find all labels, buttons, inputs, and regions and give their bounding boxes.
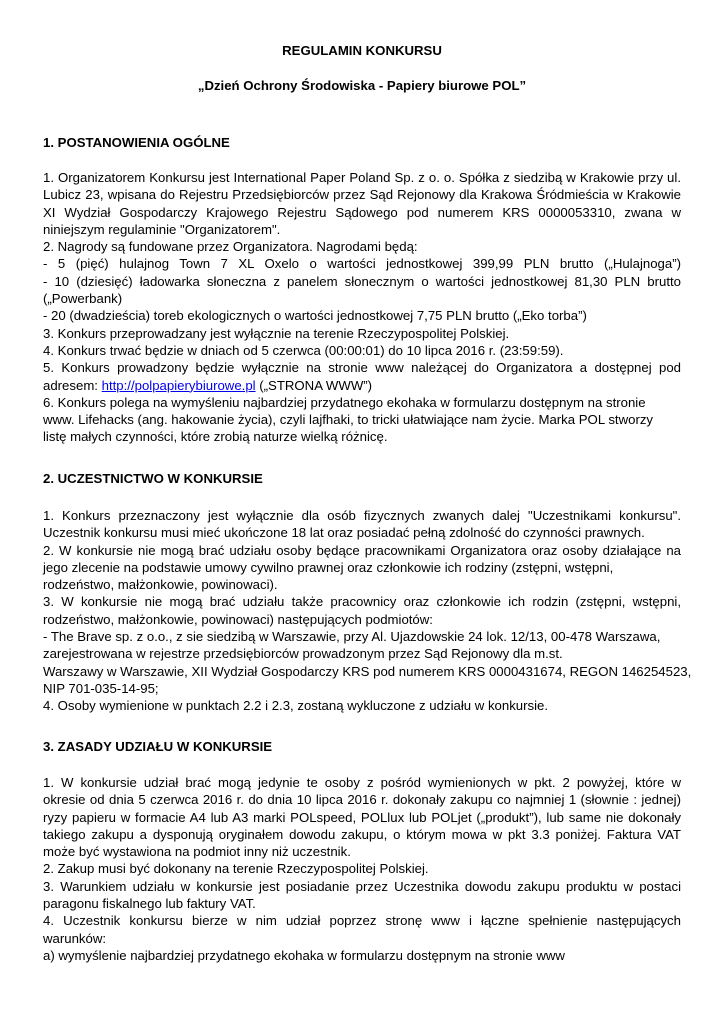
paragraph-line: niniejszym regulaminie "Organizatorem". xyxy=(43,221,281,237)
document-title: REGULAMIN KONKURSU xyxy=(282,43,442,58)
paragraph-line: rodzeństwo, małżonkowie, powinowaci). xyxy=(43,577,278,593)
paragraph-line: - 20 (dwadzieścia) toreb ekologicznych o wartości jednostkowej 7,75 PLN brutto („Eko torba”) xyxy=(43,308,587,324)
address-label: adresem: xyxy=(43,377,102,393)
paragraph-line: 4. Konkurs trwać będzie w dniach od 5 czerwca (00:00:01) do 10 lipca 2016 r. (23:59:59). xyxy=(43,342,564,358)
website-alias: („STRONA WWW”) xyxy=(255,377,373,393)
paragraph-line: 1. Konkurs przeznaczony jest wyłącznie dla osób fizycznych zwanych dalej "Uczestnikami konkursu". xyxy=(43,508,681,523)
paragraph-line: ryzy papieru w formacie A4 lub A3 marki POLspeed, POLlux lub POLjet („produkt”), lub same nie dokonały xyxy=(43,809,681,825)
paragraph-line: Warszawy w Warszawie, XII Wydział Gospodarczy KRS pod numerem KRS 0000431674, REGON 146254523, xyxy=(43,663,692,679)
paragraph-line: Uczestnik konkursu musi mieć ukończone 18 lat oraz posiadać pełną zdolność do czynności prawnych. xyxy=(43,525,645,541)
paragraph-line: 4. Uczestnik konkursu bierze w nim udział poprzez stronę www i łączne spełnienie następujących xyxy=(43,913,681,929)
section-heading-participation: 2. UCZESTNICTWO W KONKURSIE xyxy=(43,471,263,486)
paragraph-line: zarejestrowana w rejestrze przedsiębiorców prowadzonym przez Sąd Rejonowy dla m.st. xyxy=(43,646,563,662)
paragraph-line: XI Wydział Gospodarczy Krajowego Rejestru Sądowego pod numerem KRS 0000053310, zwana w xyxy=(43,204,681,220)
paragraph-line: 2. Zakup musi być dokonany na terenie Rzeczypospolitej Polskiej. xyxy=(43,861,429,877)
paragraph-line: 1. W konkursie udział brać mogą jedynie te osoby z pośród wymienionych w pkt. 2 powyżej, które w xyxy=(43,775,681,790)
section-body-participation xyxy=(43,507,692,715)
paragraph-line: („Powerbank) xyxy=(43,291,123,307)
paragraph-line: takiego zakupu a dysponują oryginałem dowodu zakupu, o którym mowa w pkt 3.3 poniżej. Faktura VAT xyxy=(43,826,681,842)
paragraph-line: - The Brave sp. z o.o., z sie siedzibą w Warszawie, przy Al. Ujazdowskie 24 lok. 12/13, 00-478 Warszawa, xyxy=(43,629,661,645)
section-heading-general: 1. POSTANOWIENIA OGÓLNE xyxy=(43,135,230,150)
paragraph-line: 6. Konkurs polega na wymyśleniu najbardziej przydatnego ekohaka w formularzu dostępnym na stronie xyxy=(43,394,646,410)
paragraph-line: - 10 (dziesięć) ładowarka słoneczna z panelem słonecznym o wartości jednostkowej 81,30 PLN brutto xyxy=(43,273,681,289)
paragraph-line: okresie od dnia 5 czerwca 2016 r. do dnia 10 lipca 2016 r. dokonały zakupu co najmniej 1 (słownie : jednej) xyxy=(43,792,681,808)
section-body-rules xyxy=(43,774,681,964)
paragraph-line: 3. Warunkiem udziału w konkursie jest posiadanie przez Uczestnika dowodu zakupu produktu w postaci xyxy=(43,878,681,894)
paragraph-line: rodzeństwo, małżonkowie, powinowaci) następujących podmiotów: xyxy=(43,611,433,627)
paragraph-line: 2. Nagrody są fundowane przez Organizatora. Nagrodami będą: xyxy=(43,239,418,255)
section-body-general xyxy=(43,169,681,446)
paragraph-line: jego zlecenie na podstawie umowy cywilno prawnej oraz członkowie ich rodziny (zstępni, wstępni, xyxy=(43,559,614,575)
paragraph-line: warunków: xyxy=(43,930,107,946)
document-subtitle: „Dzień Ochrony Środowiska - Papiery biurowe POL” xyxy=(197,78,527,93)
paragraph-line: 5. Konkurs prowadzony będzie wyłącznie na stronie www należącej do Organizatora a dostępnej pod xyxy=(43,360,681,376)
paragraph-line: może być wystawiona na podmiot inny niż uczestnik. xyxy=(43,844,351,860)
paragraph-line: 4. Osoby wymienione w punktach 2.2 i 2.3, zostaną wykluczone z udziału w konkursie. xyxy=(43,698,549,714)
paragraph-line: - 5 (pięć) hulajnog Town 7 XL Oxelo o wartości jednostkowej 399,99 PLN brutto („Hulajnoga”) xyxy=(43,256,681,272)
section-heading-rules: 3. ZASADY UDZIAŁU W KONKURSIE xyxy=(43,739,273,754)
paragraph-line: listę małych czynności, które zrobią naturze wielką różnicę. xyxy=(43,429,388,445)
paragraph-line: a) wymyślenie najbardziej przydatnego ekohaka w formularzu dostępnym na stronie www xyxy=(43,947,565,963)
paragraph-line: 3. W konkursie nie mogą brać udziału także pracownicy oraz członkowie ich rodzin (zstępni, wstępni, xyxy=(43,594,681,610)
paragraph-line: Lubicz 23, wpisana do Rejestru Przedsiębiorców przez Sąd Rejonowy dla Krakowa Śródmieścia w Krakowie xyxy=(43,187,681,203)
paragraph-line: paragonu fiskalnego lub faktury VAT. xyxy=(43,896,256,912)
website-link[interactable]: http://polpapierybiurowe.pl xyxy=(101,377,256,393)
paragraph-line: 3. Konkurs przeprowadzany jest wyłącznie na terenie Rzeczypospolitej Polskiej. xyxy=(43,325,510,341)
paragraph-line-with-link xyxy=(43,377,681,394)
paragraph-line: www. Lifehacks (ang. hakowanie życia), czyli lajfhaki, to tricki ułatwiające nam życie. Marka POL stworzy xyxy=(43,412,654,428)
paragraph-line: NIP 701-035-14-95; xyxy=(43,680,159,696)
paragraph-line: 1. Organizatorem Konkursu jest International Paper Poland Sp. z o. o. Spółka z siedzibą w Krakowie przy ul. xyxy=(43,170,681,185)
paragraph-line: 2. W konkursie nie mogą brać udziału osoby będące pracownikami Organizatora oraz osoby działające na xyxy=(43,542,681,558)
